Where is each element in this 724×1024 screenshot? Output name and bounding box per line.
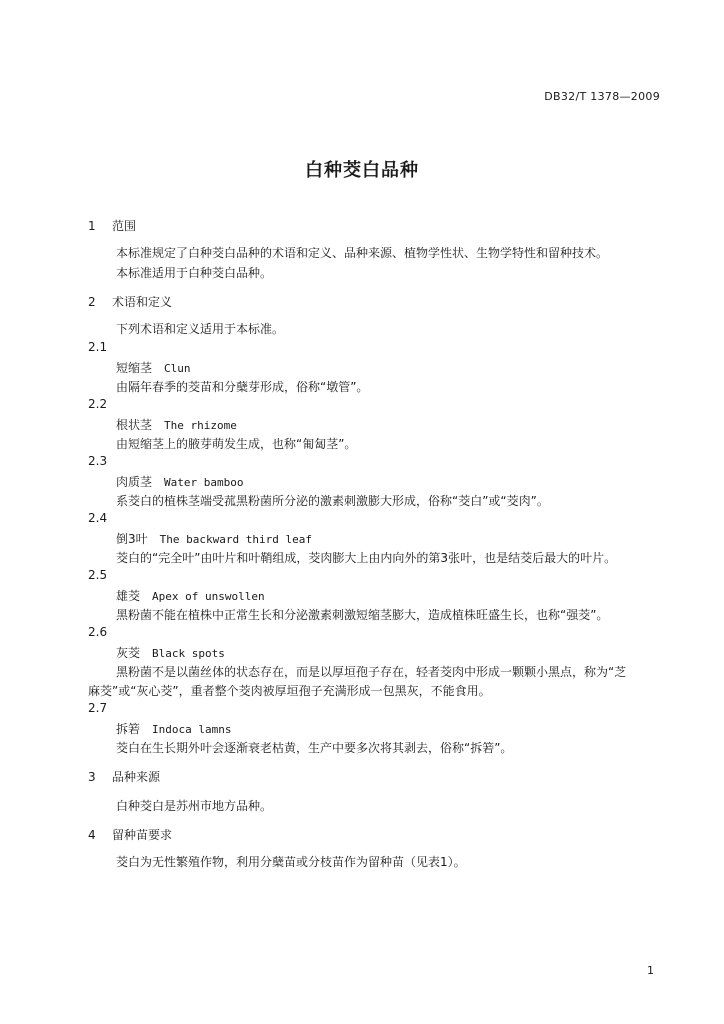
- term-definition: 黑粉菌不是以菌丝体的状态存在，而是以厚垣孢子存在，轻者茭肉中形成一颗颗小黑点，称为“芝: [116, 665, 627, 679]
- term-definition: 由隔年春季的茭苗和分蘖芽形成，俗称“墩管”。: [116, 380, 369, 394]
- subsection-number: 2.5: [88, 568, 108, 582]
- term-definition: 由短缩茎上的腋芽萌发生成，也称“匍匐茎”。: [116, 437, 357, 451]
- term-en: Clun: [164, 362, 191, 375]
- standard-code: DB32/T 1378—2009: [544, 90, 660, 103]
- paragraph: 白种茭白是苏州市地方品种。: [116, 799, 273, 813]
- term-definition: 黑粉菌不能在植株中正常生长和分泌激素刺激短缩茎膨大，造成植株旺盛生长，也称“强茭”。: [116, 608, 609, 622]
- page-number: 1: [647, 964, 654, 977]
- term-heading: [116, 359, 191, 376]
- term-en: Water bamboo: [164, 476, 244, 489]
- term-en: Apex of unswollen: [152, 590, 265, 603]
- term-zh: 拆箬: [116, 722, 141, 736]
- term-heading: [116, 720, 232, 737]
- subsection-number: 2.6: [88, 625, 108, 639]
- term-definition: 茭白的“完全叶”由叶片和叶鞘组成，茭肉膨大上由内向外的第3张叶，也是结茭后最大的叶片。: [116, 551, 617, 565]
- paragraph: 本标准适用于白种茭白品种。: [116, 266, 273, 280]
- term-definition: 茭白在生长期外叶会逐渐衰老枯黄，生产中要多次将其剥去，俗称“拆箬”。: [116, 741, 513, 755]
- term-en: Black spots: [152, 647, 225, 660]
- term-zh: 雄茭: [116, 589, 141, 603]
- section-2-heading: [88, 293, 172, 310]
- term-heading: [116, 416, 237, 433]
- term-zh: 灰茭: [116, 646, 141, 660]
- section-title: 术语和定义: [112, 295, 173, 309]
- term-heading: [116, 644, 225, 661]
- term-zh: 根状茎: [116, 418, 153, 432]
- subsection-number: 2.4: [88, 511, 108, 525]
- section-number: 4: [88, 828, 96, 842]
- section-number: 1: [88, 219, 96, 233]
- subsection-number: 2.2: [88, 397, 108, 411]
- term-definition: 系茭白的植株茎端受菰黑粉菌所分泌的激素刺激膨大形成，俗称“茭白”或“茭肉”。: [116, 494, 549, 508]
- section-number: 3: [88, 770, 96, 784]
- section-1-heading: [88, 217, 136, 234]
- term-definition-continued: 麻茭”或“灰心茭”，重者整个茭肉被厚垣孢子充满形成一包黑灰，不能食用。: [88, 684, 491, 698]
- section-4-heading: [88, 826, 172, 843]
- section-title: 品种来源: [112, 770, 161, 784]
- term-heading: [116, 530, 312, 547]
- section-3-heading: [88, 768, 160, 785]
- term-en: Indoca lamns: [152, 723, 232, 736]
- term-zh: 短缩茎: [116, 361, 153, 375]
- subsection-number: 2.3: [88, 454, 108, 468]
- section-title: 留种苗要求: [112, 828, 173, 842]
- subsection-number: 2.1: [88, 340, 108, 354]
- paragraph: 本标准规定了白种茭白品种的术语和定义、品种来源、植物学性状、生物学特性和留种技术。: [116, 246, 609, 260]
- subsection-number: 2.7: [88, 701, 108, 715]
- section-title: 范围: [112, 219, 137, 233]
- term-en: The rhizome: [164, 419, 237, 432]
- term-zh: 肉质茎: [116, 475, 153, 489]
- term-heading: [116, 587, 265, 604]
- paragraph: 下列术语和定义适用于本标准。: [116, 322, 285, 336]
- term-zh: 倒3叶: [116, 532, 148, 546]
- term-heading: [116, 473, 244, 490]
- paragraph: 茭白为无性繁殖作物，利用分蘖苗或分枝苗作为留种苗（见表1）。: [116, 855, 466, 869]
- section-number: 2: [88, 295, 96, 309]
- document-title: 白种茭白品种: [305, 160, 419, 181]
- term-en: The backward third leaf: [159, 533, 312, 546]
